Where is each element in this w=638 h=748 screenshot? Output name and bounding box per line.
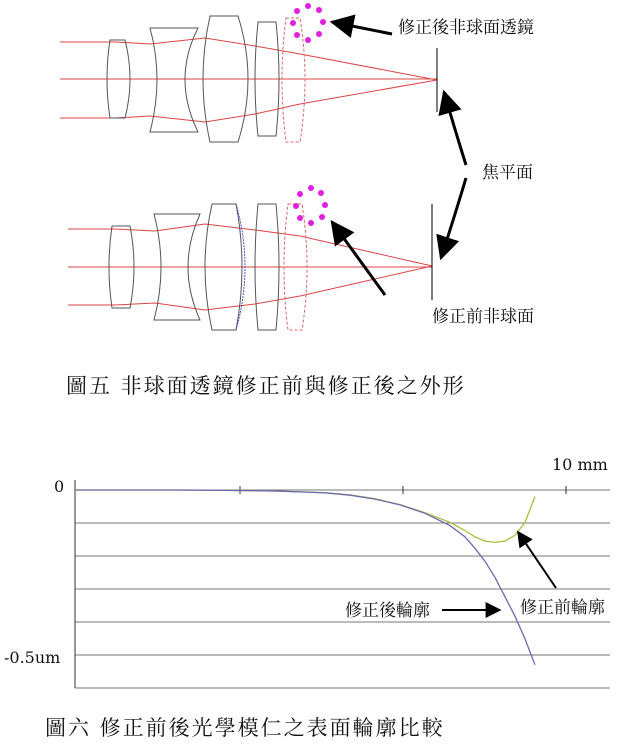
y-top-label: 0 — [54, 477, 65, 496]
y-bottom-label: -0.5um — [4, 648, 61, 667]
x-range-label: 10 mm — [552, 455, 608, 474]
label-before-profile: 修正前輪廓 — [520, 598, 605, 618]
series-line-before-correction — [75, 490, 535, 665]
label-before-asphere: 修正前非球面 — [432, 307, 534, 327]
highlight-dots-bottom — [293, 185, 328, 226]
profile-chart — [4, 455, 610, 688]
aspheric-lens-after — [282, 18, 305, 142]
label-after-profile: 修正後輪廓 — [345, 601, 430, 621]
caption-figure5: 圖五 非球面透鏡修正前與修正後之外形 — [66, 374, 466, 398]
label-focal-plane: 焦平面 — [482, 163, 533, 183]
lens-diagram-top — [60, 3, 437, 142]
rays-top — [60, 38, 437, 122]
lens-diagram-bottom — [68, 185, 432, 330]
rays-bottom — [68, 224, 432, 310]
label-after-asphere: 修正後非球面透鏡 — [398, 18, 534, 38]
chart-gridlines — [75, 490, 610, 688]
caption-figure6: 圖六 修正前後光學模仁之表面輪廓比較 — [45, 716, 445, 740]
highlight-dots-top — [290, 3, 326, 43]
series-line-after-correction — [75, 490, 535, 542]
annotation-arrows-fig5 — [332, 22, 466, 295]
